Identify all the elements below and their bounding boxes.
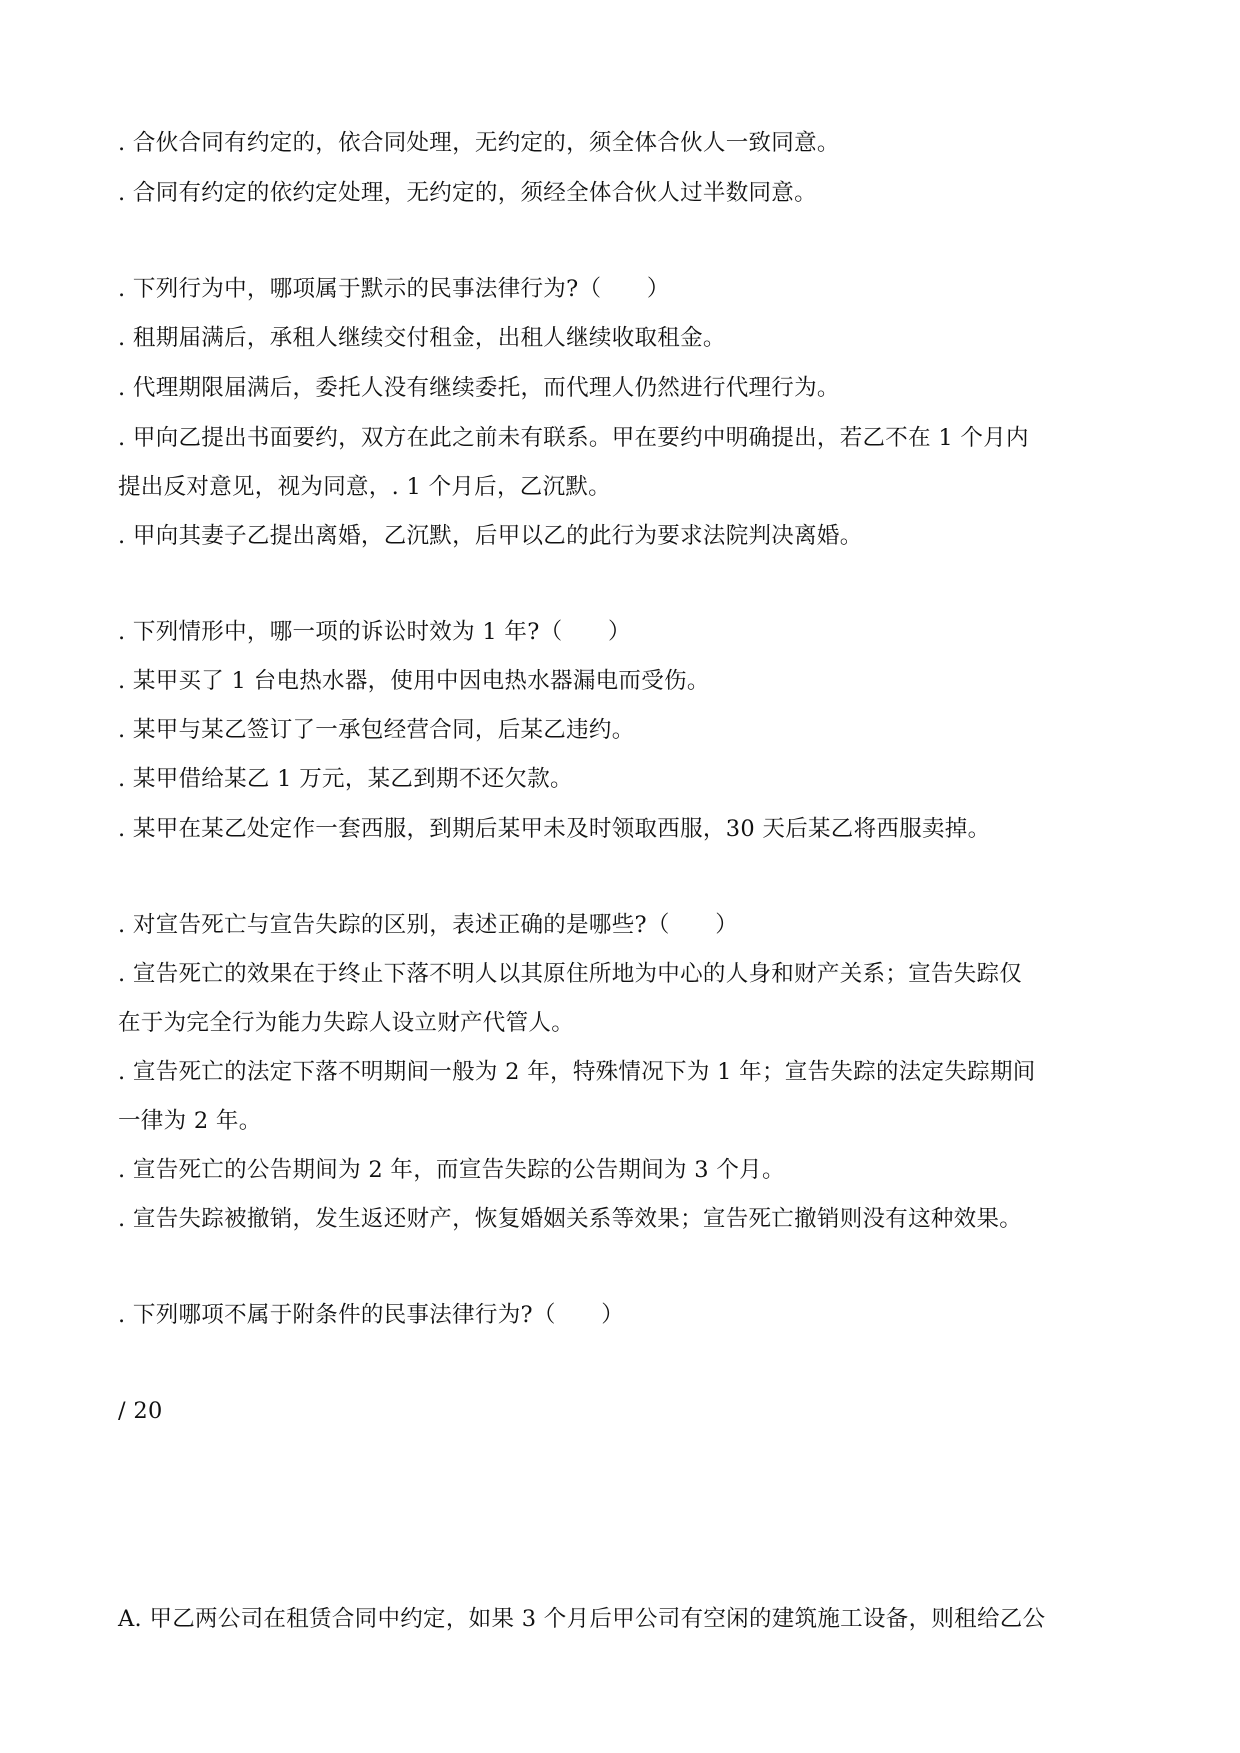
option-line: . 宣告失踪被撤销，发生返还财产，恢复婚姻关系等效果；宣告死亡撤销则没有这种效果。 [118,1206,1023,1232]
question-line: . 下列情形中，哪一项的诉讼时效为 1 年?（ ） [118,619,631,645]
option-line: . 租期届满后，承租人继续交付租金，出租人继续收取租金。 [118,325,726,351]
option-line: . 某甲买了 1 台电热水器，使用中因电热水器漏电而受伤。 [118,668,710,694]
option-line: . 代理期限届满后，委托人没有继续委托，而代理人仍然进行代理行为。 [118,375,840,401]
option-line-continued: 一律为 2 年。 [118,1108,262,1134]
option-line: . 合伙合同有约定的，依合同处理，无约定的，须全体合伙人一致同意。 [118,130,840,156]
option-line: . 某甲借给某乙 1 万元，某乙到期不还欠款。 [118,766,573,792]
question-line: . 下列哪项不属于附条件的民事法律行为?（ ） [118,1302,625,1328]
option-line: . 宣告死亡的公告期间为 2 年，而宣告失踪的公告期间为 3 个月。 [118,1157,785,1183]
option-line: . 甲向其妻子乙提出离婚，乙沉默，后甲以乙的此行为要求法院判决离婚。 [118,523,863,549]
option-line: . 某甲与某乙签订了一承包经营合同，后某乙违约。 [118,717,635,743]
option-line-continued: 提出反对意见，视为同意，. 1 个月后，乙沉默。 [118,474,611,500]
option-line: . 宣告死亡的法定下落不明期间一般为 2 年，特殊情况下为 1 年；宣告失踪的法定失踪期间 [118,1059,1036,1085]
option-line-continued: 在于为完全行为能力失踪人设立财产代管人。 [118,1010,575,1036]
option-line: . 某甲在某乙处定作一套西服，到期后某甲未及时领取西服，30 天后某乙将西服卖掉。 [118,816,991,842]
option-line: A. 甲乙两公司在租赁合同中约定，如果 3 个月后甲公司有空闲的建筑施工设备，则租给乙公 [118,1606,1046,1632]
question-line: . 下列行为中，哪项属于默示的民事法律行为?（ ） [118,276,670,302]
page-number: / 20 [118,1398,163,1424]
option-line: . 宣告死亡的效果在于终止下落不明人以其原住所地为中心的人身和财产关系；宣告失踪仅 [118,961,1023,987]
option-line: . 甲向乙提出书面要约，双方在此之前未有联系。甲在要约中明确提出，若乙不在 1 个月内 [118,425,1029,451]
question-line: . 对宣告死亡与宣告失踪的区别，表述正确的是哪些?（ ） [118,912,739,938]
option-line: . 合同有约定的依约定处理，无约定的，须经全体合伙人过半数同意。 [118,180,817,206]
